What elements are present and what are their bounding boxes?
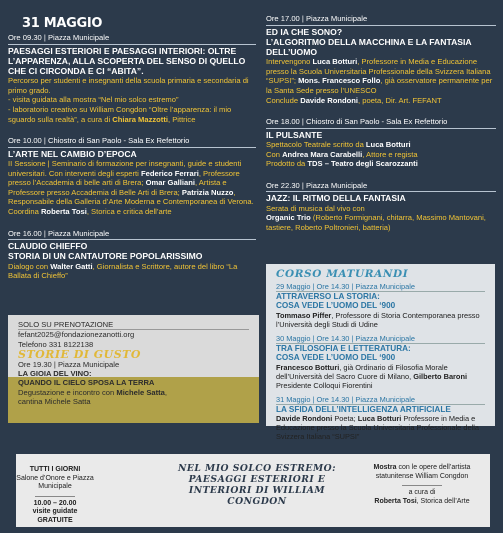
banner-left bbox=[16, 466, 94, 526]
left-column bbox=[8, 0, 256, 281]
corso-title: TRA FILOSOFIA E LETTERATURA: bbox=[276, 343, 411, 353]
event-subtitle: STORIA DI UN CANTAUTORE POPOLARISSIMO bbox=[8, 251, 203, 262]
corso-date: 30 Maggio | Ore 14.30 | Piazza Municipale bbox=[276, 334, 485, 344]
event-desc: II Sessione | Seminario di formazione per insegnanti, guide e studenti universitari. Con interventi degli esperti Federico Ferrari, Professore presso l’Accademia di belle arti di Brera; Omar Galliani, Artista e Professore presso Accademia di Belle Arti di Brera; Patrizia Nuzzo, Responsabile della Galleria d’Arte Moderna e Contemporanea di Verona. bbox=[8, 158, 254, 207]
banner-right bbox=[354, 464, 490, 506]
event-1700 bbox=[266, 14, 496, 105]
event-cast: Con Andrea Mara Carabelli, Attore e regista bbox=[266, 149, 418, 159]
event-desc: - laboratorio creativo su William Congdon “Oltre l’apparenza: il mio sguardo sulla realtà”, a cura di Chiara Mazzotti, Pittrice bbox=[8, 104, 232, 124]
corso-maturandi-box bbox=[266, 264, 495, 442]
divider bbox=[402, 485, 442, 486]
event-title: IL PULSANTE bbox=[266, 129, 323, 140]
banner-location: Salone d’Onore e Piazza Municipale bbox=[16, 474, 94, 491]
event-title: JAZZ: IL RITMO DELLA FANTASIA bbox=[266, 193, 406, 204]
banner-guided-tours: visite guidate GRATUITE bbox=[32, 508, 78, 524]
corso-date: 29 Maggio | Ore 14.30 | Piazza Municipale bbox=[276, 282, 485, 292]
storie-cantina: cantina Michele Satta bbox=[18, 397, 91, 407]
prenotazione-email[interactable]: fefant2025@fondazionezanotti.org bbox=[18, 330, 135, 340]
event-subtitle: L’ALGORITMO DELLA MACCHINA E LA FANTASIA DELL’UOMO bbox=[266, 36, 472, 57]
event-coord: Coordina Roberta Tosi, Storica e critica dell’arte bbox=[8, 206, 172, 216]
event-conclude: Conclude Davide Rondoni, poeta, Dir. Art. FEFANT bbox=[266, 95, 442, 105]
event-title: CLAUDIO CHIEFFO bbox=[8, 241, 88, 252]
corso-maturandi-title: CORSO MATURANDI bbox=[276, 268, 409, 280]
corso-desc: Francesco Botturi, già Ordinario di Filosofia Morale dell’Università del Sacro Cuore di Milano, Gilberto Baroni Presidente Colloqui Fiorentini bbox=[276, 362, 468, 390]
storie-title2: QUANDO IL CIELO SPOSA LA TERRA bbox=[18, 378, 155, 388]
event-desc: Spettacolo Teatrale scritto da Luca Botturi bbox=[266, 139, 411, 149]
banner-title: NEL MIO SOLCO ESTREMO: PAESAGGI ESTERIORI E INTERIORI DI WILLIAM CONGDON bbox=[177, 463, 337, 507]
banner-curator: Roberta Tosi, Storica dell’Arte bbox=[374, 497, 470, 505]
event-desc: Percorso per studenti e insegnanti della scuola primaria e secondaria di primo grado. bbox=[8, 76, 249, 95]
event-producer: Prodotto da TDS – Teatro degli Scarozzanti bbox=[266, 159, 418, 169]
event-time: Ore 17.00 | Piazza Municipale bbox=[266, 14, 496, 26]
event-1800 bbox=[266, 117, 496, 169]
event-time: Ore 10.00 | Chiostro di San Paolo - Sala Ex Refettorio bbox=[8, 136, 256, 148]
event-time: Ore 18.00 | Chiostro di San Paolo - Sala Ex Refettorio bbox=[266, 117, 496, 129]
corso-title: LA SFIDA DELL’INTELLIGENZA ARTIFICIALE bbox=[276, 404, 451, 414]
event-1000 bbox=[8, 136, 256, 216]
event-1600 bbox=[8, 229, 256, 281]
corso-subtitle: COSA VEDE L’UOMO DEL ‘900 bbox=[276, 353, 396, 363]
corso-desc: Tommaso Piffer, Professore di Storia Contemporanea presso l’Università degli Studi di Udine bbox=[276, 310, 480, 329]
right-column bbox=[266, 14, 496, 232]
event-0930 bbox=[8, 33, 256, 124]
event-title: PAESAGGI ESTERIORI E PAESAGGI INTERIORI: OLTRE L’APPARENZA, ALLA SCOPERTA DEL SENSO DI QUELLO CHE CI CIRCONDA E CI “ABITA”. bbox=[8, 45, 246, 76]
corso-title: ATTRAVERSO LA STORIA: bbox=[276, 292, 380, 301]
banner-curator-label: a cura di bbox=[408, 489, 436, 497]
event-time: Ore 22.30 | Piazza Municipale bbox=[266, 181, 496, 193]
storie-di-gusto-title: STORIE DI GUSTO bbox=[18, 348, 141, 362]
corso-desc: Davide Rondoni Poeta; Luca Botturi Professore in Media e Educazione presso la Scuola Universitaria Professionale della Svizzera Italiana “SUPSI” bbox=[276, 414, 479, 442]
day-title: 31 MAGGIO bbox=[22, 16, 103, 31]
storie-time: Ore 19.30 | Piazza Municipale bbox=[18, 359, 120, 369]
storie-desc: Degustazione e incontro con Michele Satta, bbox=[18, 387, 168, 397]
banner-mostra: Mostra con le opere dell’artista statunitense William Congdon bbox=[373, 464, 471, 480]
event-desc: Serata di musica dal vivo con bbox=[266, 203, 365, 213]
prenotazione-phone[interactable]: Telefono 331 8122138 bbox=[18, 339, 94, 349]
banner-hours: 10.00 – 20.00 bbox=[33, 499, 77, 507]
storie-title1: LA GIOIA DEL VINO: bbox=[18, 369, 92, 379]
event-title: ED IA CHE SONO? bbox=[266, 26, 343, 37]
mostra-banner bbox=[16, 454, 490, 527]
prenotazione-box bbox=[8, 315, 259, 423]
corso-subtitle: COSA VEDE L’UOMO DEL ‘900 bbox=[276, 301, 396, 311]
banner-days: TUTTI I GIORNI bbox=[29, 466, 81, 473]
event-time: Ore 16.00 | Piazza Municipale bbox=[8, 229, 256, 241]
event-2230 bbox=[266, 181, 496, 233]
event-title: L’ARTE NEL CAMBIO D’EPOCA bbox=[8, 148, 137, 159]
divider bbox=[35, 496, 75, 497]
event-desc: - visita guidata alla mostra “Nel mio solco estremo” bbox=[8, 95, 179, 105]
event-desc: Intervengono Luca Botturi, Professore in Media e Educazione presso la Scuola Universitaria Professionale della Svizzera Italiana “SUPSI”; Mons. Francesco Follo, già osservatore permanente per la Santa Sede presso l’UNESCO bbox=[266, 57, 493, 95]
corso-date: 31 Maggio | Ore 14.30 | Piazza Municipale bbox=[276, 395, 485, 405]
event-band: Organic Trio (Roberto Formignani, chitarra, Massimo Mantovani, tastiere, Roberto Poltronieri, batteria) bbox=[266, 213, 486, 232]
event-time: Ore 09.30 | Piazza Municipale bbox=[8, 33, 256, 45]
event-desc: Dialogo con Walter Gatti, Giornalista e Scrittore, autore del libro “La Ballata di Chieffo” bbox=[8, 261, 238, 281]
prenotazione-title: SOLO SU PRENOTAZIONE bbox=[18, 320, 249, 330]
